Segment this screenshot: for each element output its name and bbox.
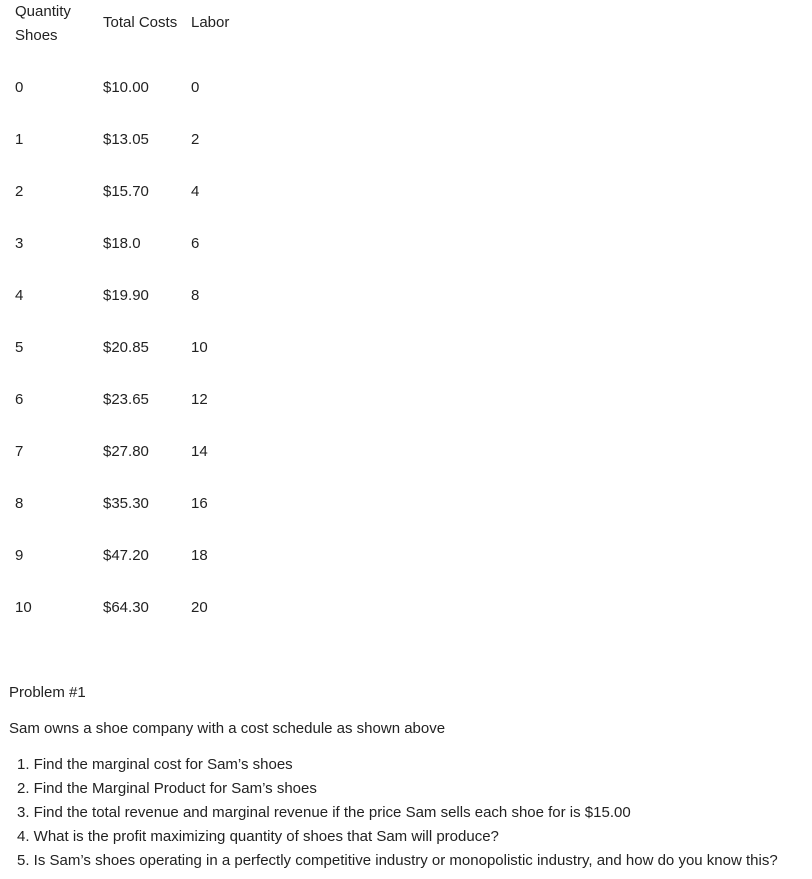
problem-section [9,681,809,873]
cell-total-cost: $20.85 [103,339,149,356]
table-row [0,440,260,464]
table-row [0,544,260,568]
table-row [0,492,260,516]
cell-quantity: 0 [15,79,24,96]
cell-quantity: 7 [15,443,24,460]
table-row [0,232,260,256]
cell-labor: 18 [191,547,208,564]
problem-intro: Sam owns a shoe company with a cost schedule as shown above [9,720,446,737]
cell-quantity: 3 [15,235,24,252]
cell-quantity: 5 [15,339,24,356]
cell-labor: 12 [191,391,208,408]
cell-labor: 6 [191,235,200,252]
table-row [0,596,260,620]
header-quantity: Quantity [15,3,71,20]
cell-labor: 16 [191,495,208,512]
question-list [9,753,809,873]
cell-total-cost: $64.30 [103,599,149,616]
cell-quantity: 2 [15,183,24,200]
table-row [0,76,260,100]
cell-quantity: 10 [15,599,32,616]
list-item: 3. Find the total revenue and marginal revenue if the price Sam sells each shoe for is $15.00 [17,804,631,821]
cell-total-cost: $19.90 [103,287,149,304]
cell-labor: 8 [191,287,200,304]
list-item: 1. Find the marginal cost for Sam’s shoes [17,756,293,773]
cell-total-cost: $10.00 [103,79,149,96]
cell-labor: 0 [191,79,200,96]
table-row [0,180,260,204]
cell-labor: 10 [191,339,208,356]
cell-total-cost: $15.70 [103,183,149,200]
cell-quantity: 8 [15,495,24,512]
cell-quantity: 6 [15,391,24,408]
table-row [0,336,260,360]
cell-labor: 4 [191,183,200,200]
cell-total-cost: $35.30 [103,495,149,512]
list-item: 5. Is Sam’s shoes operating in a perfectly competitive industry or monopolistic industry, and how do you know this? [17,852,778,869]
list-item: 2. Find the Marginal Product for Sam’s shoes [17,780,317,797]
table-row [0,388,260,412]
cell-total-cost: $47.20 [103,547,149,564]
list-item: 4. What is the profit maximizing quantity of shoes that Sam will produce? [17,828,499,845]
header-labor: Labor [191,14,230,31]
problem-title: Problem #1 [9,684,86,701]
cell-quantity: 4 [15,287,24,304]
table-row [0,284,260,308]
cell-quantity: 1 [15,131,24,148]
cell-total-cost: $27.80 [103,443,149,460]
cell-total-cost: $23.65 [103,391,149,408]
cell-total-cost: $18.0 [103,235,141,252]
cell-labor: 14 [191,443,208,460]
cell-quantity: 9 [15,547,24,564]
header-total-costs: Total Costs [103,14,178,31]
cell-total-cost: $13.05 [103,131,149,148]
cell-labor: 20 [191,599,208,616]
table-row [0,128,260,152]
cell-labor: 2 [191,131,200,148]
header-quantity-shoes: Shoes [15,27,58,44]
